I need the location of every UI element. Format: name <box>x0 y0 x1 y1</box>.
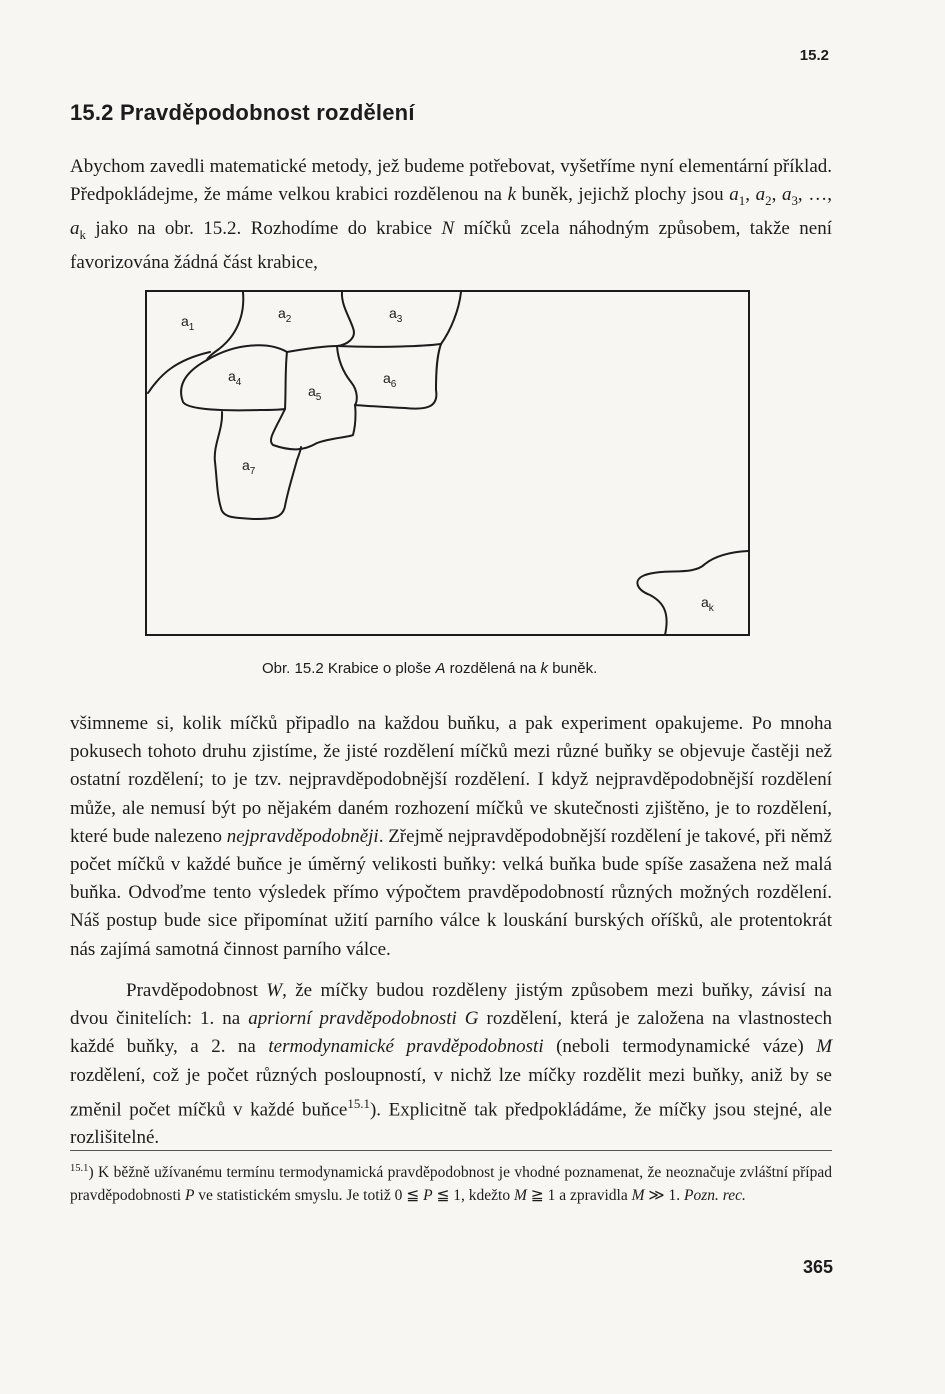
text-run: Pravděpodobnost <box>126 980 267 1001</box>
box-diagram-svg <box>145 290 750 637</box>
cell-ak <box>637 551 748 635</box>
box-outline <box>146 291 749 635</box>
figure-caption <box>262 660 597 677</box>
text-run: , <box>745 184 756 206</box>
boundary-a2-a3 <box>337 292 354 346</box>
text-run: jako na obr. 15.2. Rozhodíme do krabice <box>85 218 442 240</box>
section-title <box>70 100 415 126</box>
var-M: M <box>514 1186 527 1204</box>
boundary-a1-a4 <box>148 352 210 393</box>
emphasis: apriorní pravděpodobnosti G <box>248 1008 479 1030</box>
page-number: 365 <box>802 1257 833 1277</box>
label-a1: $a_1$ <box>181 313 195 333</box>
boundary-a3-lower <box>337 344 441 347</box>
var-P: P <box>423 1186 433 1204</box>
text-run: ve statistickém smyslu. Je totiž 0 ≦ <box>194 1186 424 1204</box>
text-run: Abychom zavedli matematické metody, jež budeme potřebovat, vyšetříme nyní elementární příklad. Předpokládejme, že máme velkou krabici rozdělenou na <box>70 156 832 206</box>
footnote-rule <box>70 1150 832 1151</box>
boundary-a1-a2 <box>207 292 243 360</box>
var-M: M <box>816 1036 833 1058</box>
caption-text: buněk. <box>548 660 598 677</box>
var-N: N <box>441 218 455 240</box>
footnote <box>70 1158 832 1207</box>
cell-a6 <box>355 344 441 409</box>
cell-a5 <box>271 405 356 449</box>
reviewer-note: Pozn. rec. <box>683 1186 746 1204</box>
var-a: a <box>70 218 80 240</box>
text-run: (neboli termodynamické váze) <box>543 1036 817 1058</box>
caption-var-k: k <box>540 660 549 677</box>
text-run: buněk, jejichž plochy jsou <box>516 184 730 206</box>
boundary-a3-right <box>441 292 461 344</box>
text-run: rozdělení, která je založena na vlastnostech každé buňky, a 2. na <box>70 1008 833 1058</box>
cell-a7 <box>215 412 301 519</box>
paragraph-intro <box>70 153 832 277</box>
subscript: 1 <box>738 193 746 208</box>
var-k: k <box>507 184 517 206</box>
cell-boundaries <box>148 292 748 635</box>
text-run: všimneme si, kolik míčků připadlo na každou buňku, a pak experiment opakujeme. Po mnoha pokusech tohoto druhu zjistíme, že jisté rozdělení míčků mezi různé buňky se objevuje častěji než ostatní rozdělení; to je tzv. nejpravděpodobnější rozdělení. I když nejpravděpodobnější rozdělení může, ale nemusí být po nějakém daném rozhození míčků ve skutečnosti zjištěno, je to rozdělení, které bude nalezeno <box>70 713 832 847</box>
label-a6: $a_6$ <box>383 370 397 390</box>
section-title-text: Pravděpodobnost rozdělení <box>119 100 415 125</box>
text-run: . Zřejmě nejpravděpodobnější rozdělení je takové, při němž počet míčků v každé buňce je úměrný velikosti buňky: velká buňka bude spíše zasažena než malá buňka. Odvoďme tento výsledek přímo výpočtem pravděpodobností různých možných rozdělení. Náš postup bude sice připomínat užití parního válce k louskání burských oříšků, ale protentokrát nás zajímá samotná činnost parního válce. <box>70 825 832 960</box>
boundary-a5-a6 <box>337 346 357 405</box>
var-P: P <box>184 1186 195 1204</box>
caption-var-A: A <box>435 660 446 677</box>
paragraph-most-probable <box>70 710 832 964</box>
paragraph-probability-W <box>70 977 832 1153</box>
var-a: a <box>729 184 739 206</box>
caption-text: rozdělená na <box>445 660 541 677</box>
text-run: ≫ 1. <box>644 1186 684 1204</box>
label-ak: $a_k$ <box>701 594 714 614</box>
subscript: k <box>79 227 86 242</box>
text-run: ). Explicitně tak předpokládáme, že míčky jsou stejné, ale rozlišitelné. <box>70 1099 832 1149</box>
running-head: 15.2 <box>799 47 829 64</box>
footnote-mark: 15.1 <box>70 1163 89 1174</box>
footnote-ref[interactable]: 15.1 <box>347 1095 370 1111</box>
label-a4: $a_4$ <box>228 368 242 388</box>
text-run: ≦ 1, kdežto <box>432 1186 514 1204</box>
var-W: W <box>266 980 283 1001</box>
emphasis: nejpravděpodobněji <box>226 825 379 847</box>
text-run: míčků zcela náhodným způsobem, takže není favorizována žádná část krabice, <box>70 218 832 274</box>
text-run: , <box>771 184 782 206</box>
subscript: 2 <box>765 193 772 208</box>
boundary-a2-lower <box>207 345 337 360</box>
text-run: , že míčky budou rozděleny jistým způsobem mezi buňky, závisí na dvou činitelích: 1. na <box>70 980 832 1030</box>
box-diagram <box>145 290 750 637</box>
section-number: 15.2 <box>70 100 114 125</box>
caption-text: Obr. 15.2 Krabice o ploše <box>262 660 436 677</box>
boundary-a4-a5 <box>285 352 287 409</box>
cell-labels <box>181 305 715 614</box>
emphasis: termodynamické pravděpodobnosti <box>268 1036 544 1058</box>
label-a3: $a_3$ <box>389 305 403 325</box>
var-a: a <box>755 184 766 206</box>
label-a2: $a_2$ <box>278 305 292 325</box>
var-a: a <box>781 184 792 206</box>
label-a7: $a_7$ <box>242 457 256 477</box>
text-run: , …, <box>797 184 833 206</box>
label-a5: $a_5$ <box>308 383 322 403</box>
subscript: 3 <box>791 193 798 208</box>
text-run: ≧ 1 a zpravidla <box>526 1186 632 1204</box>
var-M: M <box>631 1186 645 1204</box>
text-run: ) K běžně užívanému termínu termodynamická pravděpodobnost je vhodné poznamenat, že neoznačuje zvláštní případ pravděpodobnosti <box>70 1164 832 1204</box>
text-run: rozdělení, což je počet různých posloupností, v nichž lze míčky rozdělit mezi buňky, aniž by se změnil počet míčků v každé buňce <box>70 1064 832 1121</box>
